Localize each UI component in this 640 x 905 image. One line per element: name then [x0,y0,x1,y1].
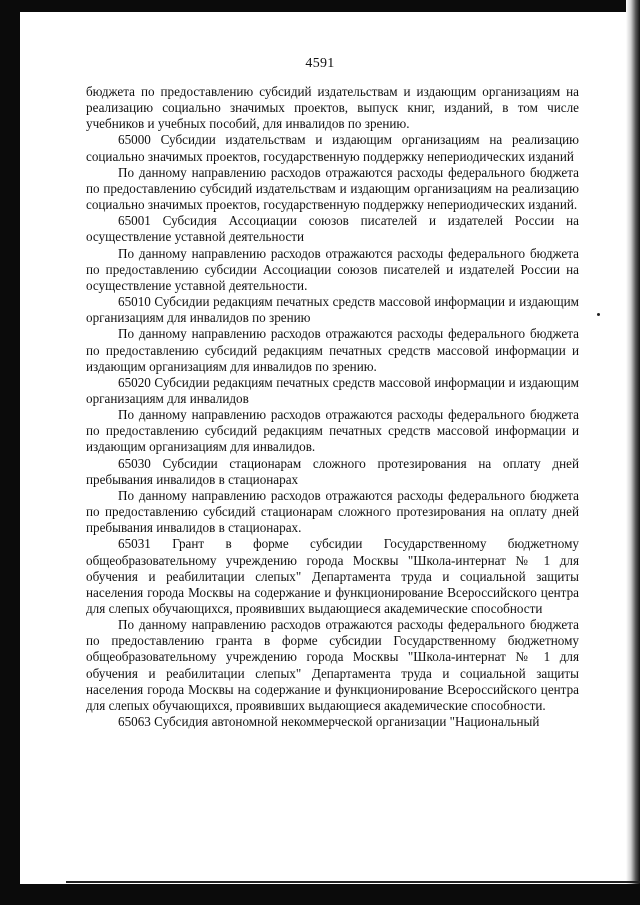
page-number: 4591 [305,56,335,71]
paragraph-description-65010: По данному направлению расходов отражаются расходы федерального бюджета по предоставлению субсидий редакциям печатных средств массовой информации и издающим организациям для инвалидов по зрению. [86,326,579,374]
paragraph-heading-65010: 65010 Субсидии редакциям печатных средств массовой информации и издающим организациям для инвалидов по зрению [86,294,579,326]
paragraph-description-65031: По данному направлению расходов отражаются расходы федерального бюджета по предоставлению гранта в форме субсидии Государственному бюджетному общеобразовательному учреждению города Москвы "Школа-интернат № 1 для обучения и реабилитации слепых" Департамента труда и социальной защиты населения города Москвы на содержание и функционирование Всероссийского центра для слепых обучающихся, проявивших выдающиеся академические способности. [86,617,579,713]
paragraph-description-65030: По данному направлению расходов отражаются расходы федерального бюджета по предоставлению субсидий стационарам сложного протезирования на оплату дней пребывания инвалидов в стационарах. [86,487,579,536]
document-body [86,84,579,730]
paragraph-description-65020: По данному направлению расходов отражаются расходы федерального бюджета по предоставлению субсидий редакциям печатных средств массовой информации и издающим организациям для инвалидов. [86,407,579,455]
paragraph-heading-65031: 65031 Грант в форме субсидии Государственному бюджетному общеобразовательному учреждению города Москвы "Школа-интернат № 1 для обучения и реабилитации слепых" Департамента труда и социальной защиты населения города Москвы на содержание и функционирование Всероссийского центра для слепых обучающихся, проявивших выдающиеся академические способности [86,536,579,616]
scan-border-right [626,0,640,905]
paragraph-heading-65001: 65001 Субсидия Ассоциации союзов писателей и издателей России на осуществление уставной деятельности [86,213,579,245]
paragraph-description-65000: По данному направлению расходов отражаются расходы федерального бюджета по предоставлению субсидий издательствам и издающим организациям на реализацию социально значимых проектов, государственную поддержку непериодических изданий. [86,164,579,213]
scan-border-bottom [0,884,640,905]
scan-border-top [0,0,640,12]
paragraph-heading-65030: 65030 Субсидии стационарам сложного протезирования на оплату дней пребывания инвалидов в стационарах [86,455,579,487]
paragraph-description-65001: По данному направлению расходов отражаются расходы федерального бюджета по предоставлению субсидии Ассоциации союзов писателей и издателей России на осуществление уставной деятельности. [86,245,579,293]
paragraph-heading-65063: 65063 Субсидия автономной некоммерческой организации "Национальный [118,714,540,730]
paragraph-continuation: бюджета по предоставлению субсидий издательствам и издающим организациям на реализацию социально значимых проектов, выпуск книг, изданий, в том числе учебников и учебных пособий, для инвалидов по зрению. [86,84,579,132]
scan-border-left [0,0,20,905]
scan-line-bottom [66,881,640,883]
paragraph-heading-65000: 65000 Субсидии издательствам и издающим организациям на реализацию социально значимых проектов, государственную поддержку непериодических изданий [86,132,579,164]
scan-speck [597,313,600,316]
paragraph-heading-65020: 65020 Субсидии редакциям печатных средств массовой информации и издающим организациям для инвалидов [86,374,579,406]
